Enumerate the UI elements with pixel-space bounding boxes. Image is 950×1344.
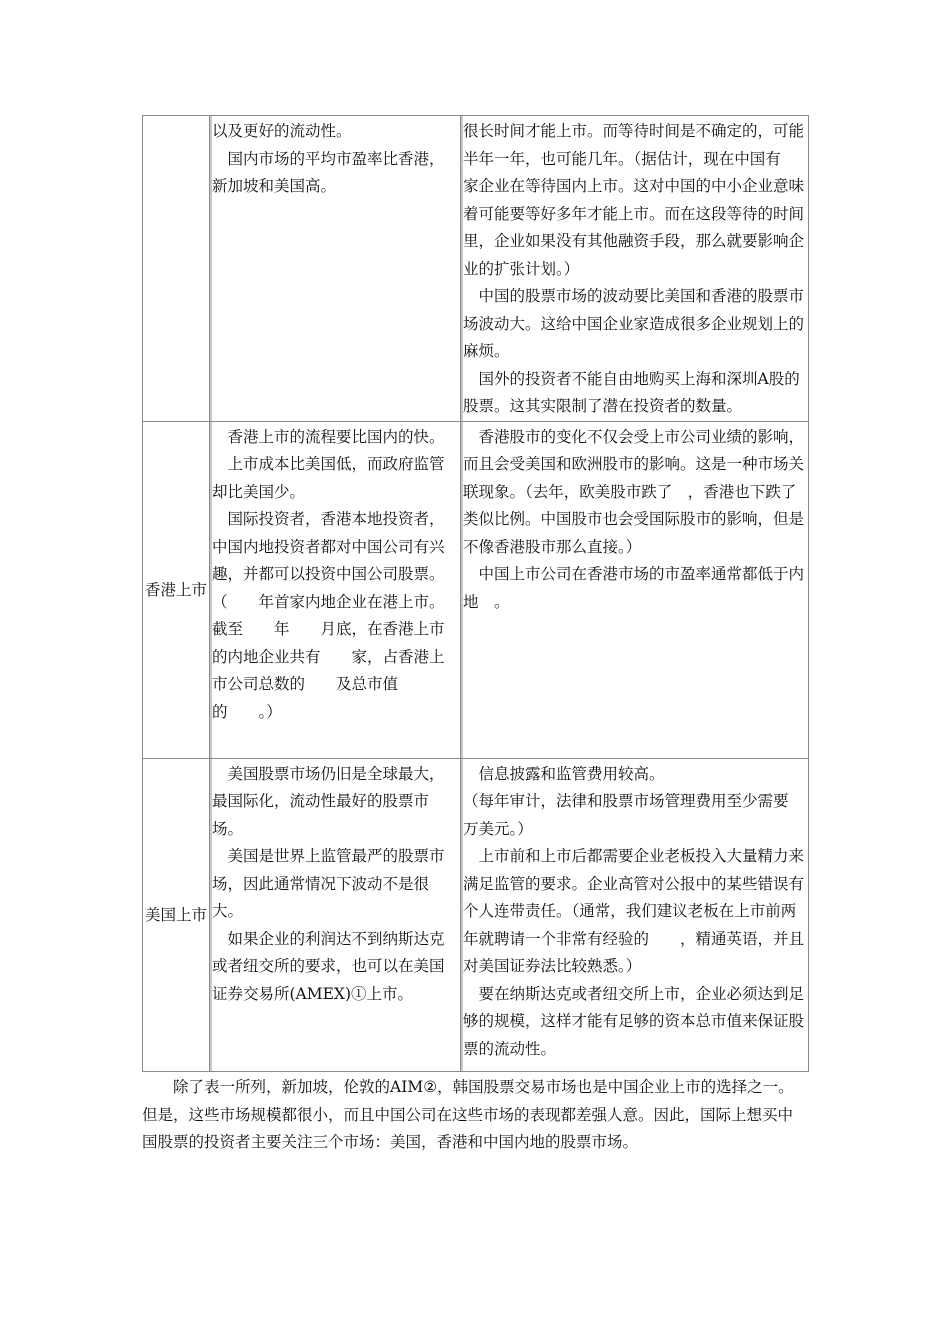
pros-cell [210,116,461,422]
cons-paragraph: 要在纳斯达克或者纽交所上市，企业必须达到足够的规模，这样才能有足够的资本总市值来保证股票的流动性。 [463,984,805,1058]
table-row-us [143,758,809,1071]
cons-cell [461,421,809,758]
cons-paragraph: 中国的股票市场的波动要比美国和香港的股票市场波动大。这给中国企业家造成很多企业规划上的麻烦。 [463,287,805,360]
table-row-hongkong [143,421,809,758]
market-comparison-table [142,115,820,1072]
pros-paragraph: 香港上市的流程要比国内的快。 [227,427,445,446]
cons-paragraph: 很长时间才能上市。而等待时间是不确定的，可能半年一年，也可能几年。（据估计，现在中国有 家企业在等待国内上市。这对中国的中小企业意味着可能要等好多年才能上市。而在这段等待的时间里，企业如果没有其他融资手段，那么就要影响企业的扩张计划。） [463,122,812,278]
cons-cell [461,116,812,422]
pros-paragraph: 以及更好的流动性。 [212,122,352,140]
cons-paragraph: 上市前和上市后都需要企业老板投入大量精力来满足监管的要求。企业高管对公报中的某些错误有个人连带责任。（通常，我们建议老板在上市前两年就聘请一个非常有经验的 ，精通英语，并且对美国证券法比较熟悉。） [463,847,805,975]
body-paragraph: 除了表一所列，新加坡，伦敦的AIM②，韩国股票交易市场也是中国企业上市的选择之一。但是，这些市场规模都很小，而且中国公司在这些市场的表现都差强人意。因此，国际上想买中国股票的投资者主要关注三个市场：美国，香港和中国内地的股票市场。 [142,1078,794,1151]
pros-paragraph: 美国股票市场仍旧是全球最大，最国际化，流动性最好的股票市场。 [212,764,445,838]
pros-paragraph: 国际投资者，香港本地投资者，中国内地投资者都对中国公司有兴趣，并都可以投资中国公司股票。 [212,510,445,583]
cons-paragraph: （每年审计，法律和股票市场管理费用至少需要 万美元。） [463,792,820,838]
cons-cell [461,758,820,1071]
cons-paragraph: 信息披露和监管费用较高。 [478,764,665,783]
row-label [143,116,210,422]
pros-paragraph: 美国是世界上监管最严的股票市场，因此通常情况下波动不是很大。 [212,847,445,920]
pros-paragraph: 上市成本比美国低，而政府监管却比美国少。 [212,455,445,501]
pros-cell [210,758,461,1071]
pros-paragraph: 如果企业的利润达不到纳斯达克或者纽交所的要求，也可以在美国证券交易所(AMEX)①上市。 [212,929,445,1003]
cons-paragraph: 国外的投资者不能自由地购买上海和深圳A股的股票。这其实限制了潜在投资者的数量。 [463,369,800,415]
row-label: 美国上市 [143,758,210,1071]
pros-paragraph: 国内市场的平均市盈率比香港，新加坡和美国高。 [212,149,445,195]
pros-paragraph: （ 年首家内地企业在港上市。截至 年 月底，在香港上市的内地企业共有 家，占香港上市公司总数的 及总市值的 。） [212,592,445,721]
pros-cell [210,421,461,758]
table-row-domestic [143,116,809,422]
row-label: 香港上市 [143,421,210,758]
cons-paragraph: 中国上市公司在香港市场的市盈率通常都低于内地 。 [463,565,805,611]
cons-paragraph: 香港股市的变化不仅会受上市公司业绩的影响，而且会受美国和欧洲股市的影响。这是一种市场关联现象。（去年，欧美股市跌了 ，香港也下跌了类似比例。中国股市也会受国际股市的影响，但是不像香港股市那么直接。） [463,427,805,556]
